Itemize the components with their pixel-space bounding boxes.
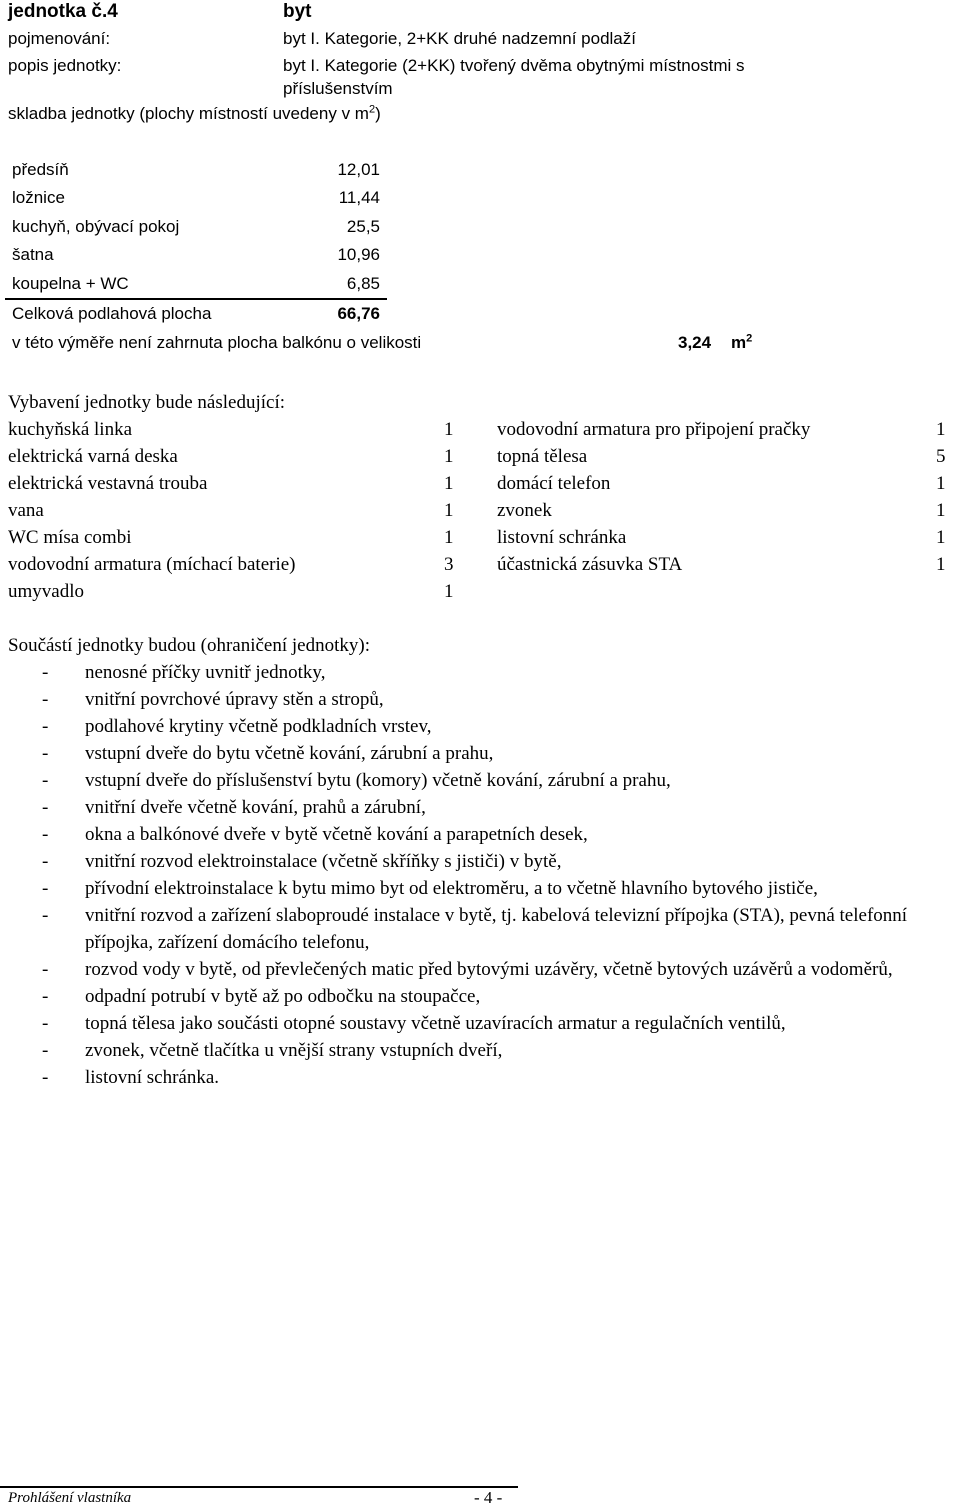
name-label: pojmenování: <box>8 29 111 48</box>
list-item <box>8 1064 958 1091</box>
equipment-item-name: účastnická zásuvka STA <box>497 554 683 575</box>
list-dash: - <box>42 716 49 737</box>
list-item-text: topná tělesa jako součásti otopné soustavy včetně uzavíracích armatur a regulačních ventilů, <box>85 1013 786 1034</box>
equipment-item-name: kuchyňská linka <box>8 419 133 440</box>
list-dash: - <box>42 851 49 872</box>
list-dash: - <box>42 689 49 710</box>
list-dash: - <box>42 1067 49 1088</box>
room-name: předsíň <box>12 160 69 179</box>
list-item <box>8 848 958 875</box>
room-area: 6,85 <box>346 274 380 293</box>
total-divider <box>5 298 387 300</box>
desc-value-line1: byt I. Kategorie (2+KK) tvořený dvěma obytnými místnostmi s <box>283 56 745 75</box>
list-item-text: listovní schránka. <box>85 1067 220 1088</box>
list-item-text: vnitřní dveře včetně kování, prahů a zárubní, <box>85 797 426 818</box>
equipment-item-qty: 1 <box>444 581 454 602</box>
list-item <box>8 875 958 902</box>
equipment-item-qty: 1 <box>936 500 946 521</box>
equipment-title: Vybavení jednotky bude následující: <box>8 392 286 413</box>
room-area: 12,01 <box>337 160 380 179</box>
list-dash: - <box>42 770 49 791</box>
room-name: kuchyň, obývací pokoj <box>12 217 180 236</box>
list-dash: - <box>42 824 49 845</box>
list-item-text: zvonek, včetně tlačítka u vnější strany vstupních dveří, <box>85 1040 503 1061</box>
list-item-text: vstupní dveře do příslušenství bytu (komory) včetně kování, zárubní a prahu, <box>85 770 671 791</box>
list-item-text: nenosné příčky uvnitř jednotky, <box>85 662 326 683</box>
list-item-text: okna a balkónové dveře v bytě včetně kování a parapetních desek, <box>85 824 588 845</box>
equipment-item-name: vana <box>8 500 44 521</box>
list-dash: - <box>42 662 49 683</box>
room-name: koupelna + WC <box>12 274 129 293</box>
room-area: 10,96 <box>337 245 380 264</box>
desc-label: popis jednotky: <box>8 56 122 75</box>
unit-label: jednotka č.4 <box>8 1 118 22</box>
unit-type: byt <box>283 1 312 22</box>
equipment-item-name: elektrická varná deska <box>8 446 178 467</box>
name-value: byt I. Kategorie, 2+KK druhé nadzemní podlaží <box>283 29 636 48</box>
equipment-item-name: topná tělesa <box>497 446 588 467</box>
list-dash: - <box>42 986 49 1007</box>
footer-divider <box>0 1486 518 1488</box>
equipment-item-qty: 1 <box>444 473 454 494</box>
equipment-item-qty: 1 <box>444 419 454 440</box>
composition-sup: 2 <box>368 103 376 116</box>
list-item-text: přívodní elektroinstalace k bytu mimo byt od elektroměru, a to včetně hlavního bytového jističe, <box>85 878 818 899</box>
list-item <box>8 1037 958 1064</box>
list-dash: - <box>42 878 49 899</box>
parts-title: Součástí jednotky budou (ohraničení jednotky): <box>8 635 370 656</box>
footer-title: Prohlášení vlastníka <box>8 1490 132 1506</box>
balcony-unit-sup: 2 <box>746 332 753 345</box>
list-dash: - <box>42 1013 49 1034</box>
balcony-value: 3,24 <box>678 333 712 352</box>
equipment-item-name: domácí telefon <box>497 473 611 494</box>
list-item-text: vstupní dveře do bytu včetně kování, zárubní a prahu, <box>85 743 494 764</box>
list-item <box>8 713 958 740</box>
list-item <box>8 794 958 821</box>
list-item-text: podlahové krytiny včetně podkladních vrstev, <box>85 716 432 737</box>
equipment-item-qty: 5 <box>936 446 946 467</box>
equipment-item-qty: 1 <box>936 473 946 494</box>
equipment-item-name: vodovodní armatura pro připojení pračky <box>497 419 811 440</box>
list-dash: - <box>42 905 49 926</box>
equipment-item-qty: 1 <box>444 527 454 548</box>
page-number: - 4 - <box>474 1488 503 1507</box>
list-item <box>8 740 958 767</box>
equipment-item-qty: 1 <box>444 446 454 467</box>
list-item <box>8 1010 958 1037</box>
composition-end: ) <box>375 104 381 123</box>
list-item <box>8 821 958 848</box>
list-item <box>8 902 958 956</box>
parts-list <box>8 659 958 1091</box>
equipment-item-name: WC mísa combi <box>8 527 132 548</box>
list-item <box>8 659 958 686</box>
total-label: Celková podlahová plocha <box>12 304 212 323</box>
list-item-text: vnitřní rozvod elektroinstalace (včetně skříňky s jističi) v bytě, <box>85 851 562 872</box>
balcony-unit <box>731 333 752 353</box>
room-area: 11,44 <box>338 188 380 207</box>
composition-heading <box>8 104 381 124</box>
equipment-item-name: vodovodní armatura (míchací baterie) <box>8 554 296 575</box>
equipment-item-qty: 1 <box>936 527 946 548</box>
equipment-item-qty: 1 <box>936 554 946 575</box>
list-dash: - <box>42 797 49 818</box>
equipment-item-name: zvonek <box>497 500 552 521</box>
list-item-text: odpadní potrubí v bytě až po odbočku na stoupačce, <box>85 986 481 1007</box>
room-area: 25,5 <box>346 217 380 236</box>
room-name: šatna <box>12 245 54 264</box>
composition-text: skladba jednotky (plochy místností uvedeny v m <box>8 104 369 123</box>
list-item <box>8 983 958 1010</box>
equipment-item-name: umyvadlo <box>8 581 84 602</box>
room-name: ložnice <box>12 188 65 207</box>
equipment-item-qty: 3 <box>444 554 454 575</box>
equipment-item-name: listovní schránka <box>497 527 627 548</box>
balcony-text: v této výměře není zahrnuta plocha balkónu o velikosti <box>12 333 422 352</box>
equipment-item-name: elektrická vestavná trouba <box>8 473 208 494</box>
equipment-item-qty: 1 <box>444 500 454 521</box>
total-value: 66,76 <box>337 304 380 323</box>
list-item <box>8 686 958 713</box>
list-item <box>8 956 958 983</box>
equipment-item-qty: 1 <box>936 419 946 440</box>
list-item-text: vnitřní rozvod a zařízení slaboproudé instalace v bytě, tj. kabelová televizní přípojka (STA), pevná telefonní přípojka, zařízení domácího telefonu, <box>85 905 908 953</box>
list-item <box>8 767 958 794</box>
list-item-text: vnitřní povrchové úpravy stěn a stropů, <box>85 689 384 710</box>
list-dash: - <box>42 959 49 980</box>
list-dash: - <box>42 1040 49 1061</box>
list-dash: - <box>42 743 49 764</box>
desc-value-line2: příslušenstvím <box>283 79 393 98</box>
list-item-text: rozvod vody v bytě, od převlečených matic před bytovými uzávěry, včetně bytových uzávěrů a vodoměrů, <box>85 959 893 980</box>
balcony-unit-text: m <box>731 333 747 352</box>
